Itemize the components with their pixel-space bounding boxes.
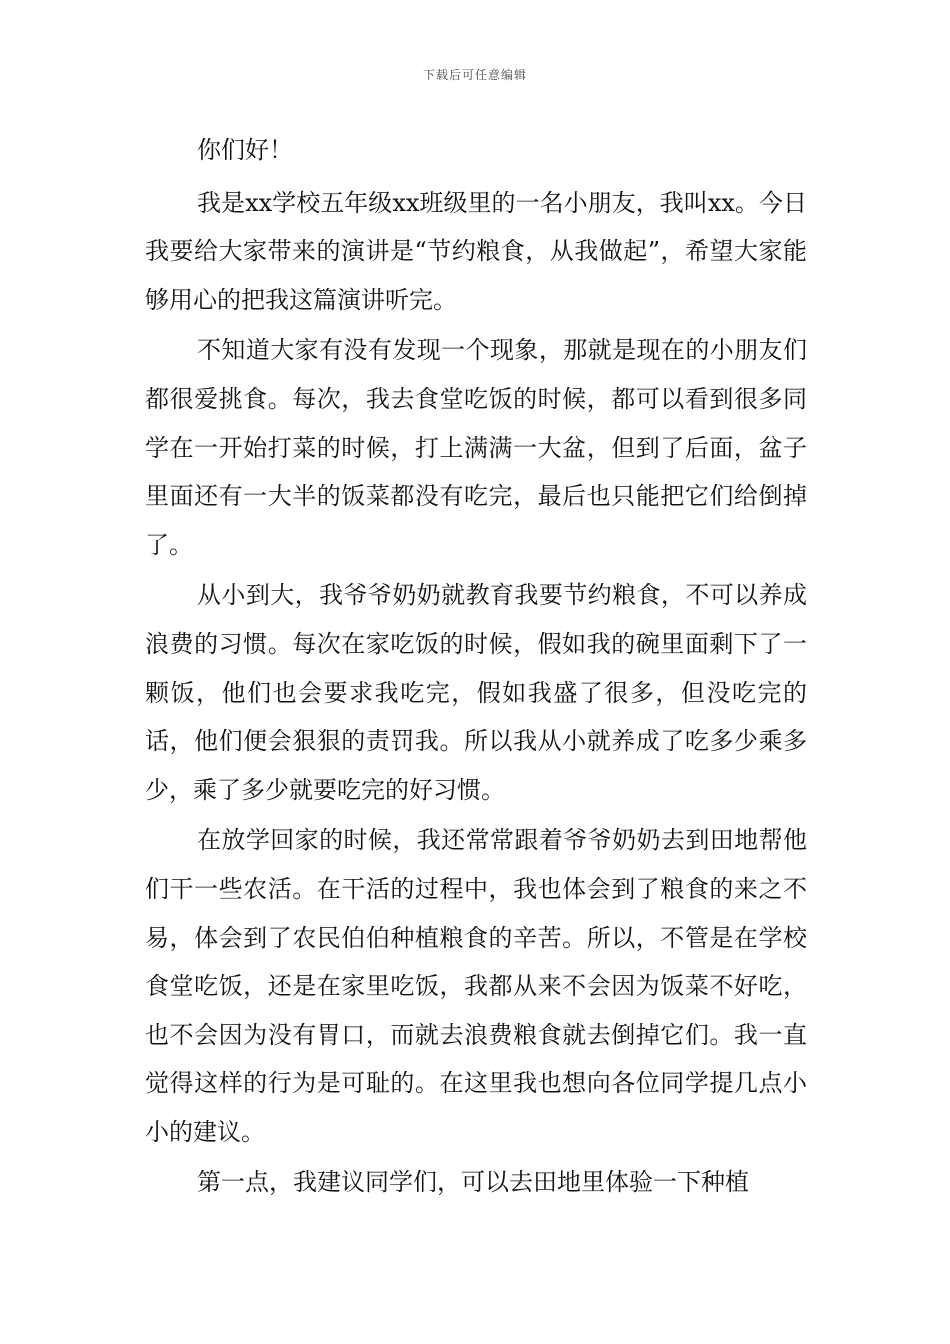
paragraph-introduction: 我是xx学校五年级xx班级里的一名小朋友，我叫xx。今日我要给大家带来的演讲是“节约粮食，从我做起”，希望大家能够用心的把我这篇演讲听完。	[145, 188, 807, 314]
paragraph-greeting: 你们好！	[197, 136, 293, 164]
paragraph-grandparents: 从小到大，我爷爷奶奶就教育我要节约粮食，不可以养成浪费的习惯。每次在家吃饭的时候，假如我的碗里面剩下了一颗饭，他们也会要求我吃完，假如我盛了很多，但没吃完的话，他们便会狠狠的责罚我。所以我从小就养成了吃多少乘多少，乘了多少就要吃完的好习惯。	[145, 581, 807, 804]
paragraph-suggestion-one: 第一点，我建议同学们，可以去田地里体验一下种植	[197, 1168, 749, 1197]
header-note: 下载后可任意编辑	[422, 68, 527, 82]
paragraph-farm-work: 在放学回家的时候，我还常常跟着爷爷奶奶去到田地帮他们干一些农活。在干活的过程中，我也体会到了粮食的来之不易，体会到了农民伯伯种植粮食的辛苦。所以，不管是在学校食堂吃饭，还是在家里吃饭，我都从来不会因为饭菜不好吃，也不会因为没有胃口，而就去浪费粮食就去倒掉它们。我一直觉得这样的行为是可耻的。在这里我也想向各位同学提几点小小的建议。	[145, 826, 807, 1146]
document-body	[145, 126, 807, 1209]
paragraph-picky-eating: 不知道大家有没有发现一个现象，那就是现在的小朋友们都很爱挑食。每次，我去食堂吃饭的时候，都可以看到很多同学在一开始打菜的时候，打上满满一大盆，但到了后面，盆子里面还有一大半的饭菜都没有吃完，最后也只能把它们给倒掉了。	[145, 336, 807, 559]
